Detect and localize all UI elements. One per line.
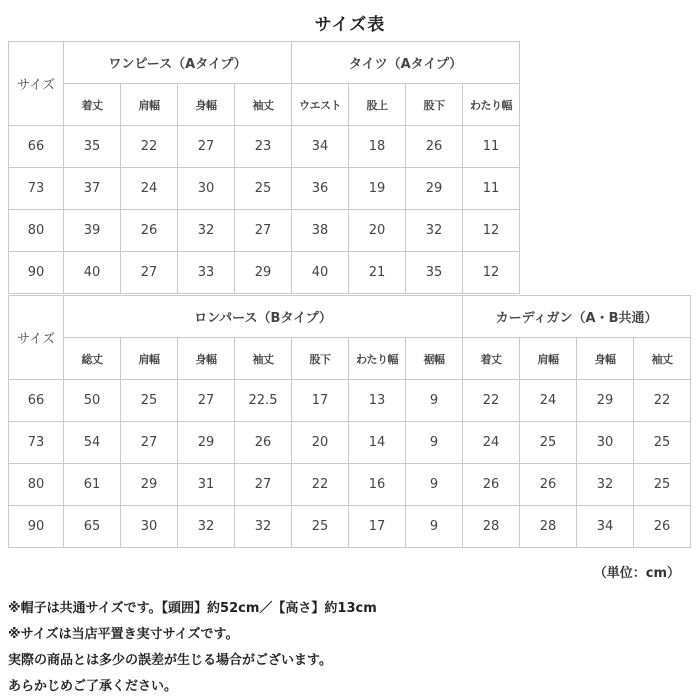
value-cell: 36 (292, 168, 349, 210)
value-cell: 17 (292, 380, 349, 422)
table-row (9, 380, 691, 422)
column-header: 裾幅 (406, 338, 463, 380)
value-cell: 61 (64, 464, 121, 506)
value-cell: 9 (406, 422, 463, 464)
unit-label: （単位：cm） (593, 566, 680, 581)
column-header-row (9, 84, 520, 126)
column-header: 着丈 (64, 84, 121, 126)
value-cell: 30 (121, 506, 178, 548)
note-measurement: ※サイズは当店平置き実寸サイズです。 (8, 627, 239, 642)
value-cell: 25 (292, 506, 349, 548)
value-cell: 27 (178, 126, 235, 168)
column-header: 股下 (406, 84, 463, 126)
size-cell: 90 (9, 252, 64, 294)
column-header: わたり幅 (463, 84, 520, 126)
value-cell: 14 (349, 422, 406, 464)
value-cell: 12 (463, 210, 520, 252)
value-cell: 9 (406, 506, 463, 548)
value-cell: 29 (235, 252, 292, 294)
group-header: カーディガン（A・B共通） (463, 296, 691, 338)
group-header: ロンパース（Bタイプ） (64, 296, 463, 338)
value-cell: 9 (406, 464, 463, 506)
value-cell: 22 (634, 380, 691, 422)
value-cell: 26 (406, 126, 463, 168)
column-header: ウエスト (292, 84, 349, 126)
value-cell: 32 (178, 506, 235, 548)
size-cell: 66 (9, 126, 64, 168)
group-header: ワンピース（Aタイプ） (64, 42, 292, 84)
table-row (9, 464, 691, 506)
size-header: サイズ (9, 296, 64, 380)
size-cell: 73 (9, 422, 64, 464)
value-cell: 26 (121, 210, 178, 252)
note-hat-size: ※帽子は共通サイズです。【頭囲】約52cm／【高さ】約13cm (8, 601, 377, 616)
page-title: サイズ表 (314, 15, 386, 35)
value-cell: 9 (406, 380, 463, 422)
table-row (9, 210, 520, 252)
value-cell: 19 (349, 168, 406, 210)
value-cell: 20 (292, 422, 349, 464)
column-header: 股下 (292, 338, 349, 380)
note-acknowledge: あらかじめご了承ください。 (8, 679, 178, 694)
size-cell: 80 (9, 464, 64, 506)
value-cell: 28 (520, 506, 577, 548)
size-cell: 73 (9, 168, 64, 210)
value-cell: 30 (577, 422, 634, 464)
value-cell: 27 (121, 252, 178, 294)
size-header: サイズ (9, 42, 64, 126)
value-cell: 12 (463, 252, 520, 294)
value-cell: 25 (520, 422, 577, 464)
value-cell: 29 (577, 380, 634, 422)
column-header: 総丈 (64, 338, 121, 380)
value-cell: 18 (349, 126, 406, 168)
size-cell: 66 (9, 380, 64, 422)
value-cell: 28 (463, 506, 520, 548)
value-cell: 13 (349, 380, 406, 422)
column-header: 着丈 (463, 338, 520, 380)
column-header: 肩幅 (121, 84, 178, 126)
value-cell: 54 (64, 422, 121, 464)
group-header: タイツ（Aタイプ） (292, 42, 520, 84)
value-cell: 16 (349, 464, 406, 506)
value-cell: 50 (64, 380, 121, 422)
size-table-rompers-cardigan (8, 295, 691, 548)
value-cell: 25 (121, 380, 178, 422)
value-cell: 27 (235, 464, 292, 506)
column-header: 袖丈 (235, 338, 292, 380)
value-cell: 40 (64, 252, 121, 294)
notes (8, 596, 377, 700)
value-cell: 27 (121, 422, 178, 464)
value-cell: 27 (178, 380, 235, 422)
value-cell: 35 (406, 252, 463, 294)
value-cell: 25 (634, 464, 691, 506)
value-cell: 29 (406, 168, 463, 210)
column-header: 肩幅 (121, 338, 178, 380)
value-cell: 22.5 (235, 380, 292, 422)
size-table-onepiece-tights (8, 41, 520, 294)
value-cell: 27 (235, 210, 292, 252)
table-row (9, 126, 520, 168)
value-cell: 37 (64, 168, 121, 210)
table-row (9, 168, 520, 210)
value-cell: 23 (235, 126, 292, 168)
value-cell: 32 (406, 210, 463, 252)
column-header: わたり幅 (349, 338, 406, 380)
value-cell: 39 (64, 210, 121, 252)
value-cell: 26 (235, 422, 292, 464)
table-row (9, 506, 691, 548)
column-header: 袖丈 (235, 84, 292, 126)
value-cell: 21 (349, 252, 406, 294)
value-cell: 30 (178, 168, 235, 210)
value-cell: 29 (121, 464, 178, 506)
value-cell: 31 (178, 464, 235, 506)
value-cell: 22 (463, 380, 520, 422)
value-cell: 22 (121, 126, 178, 168)
value-cell: 35 (64, 126, 121, 168)
value-cell: 17 (349, 506, 406, 548)
size-cell: 90 (9, 506, 64, 548)
note-tolerance: 実際の商品とは多少の誤差が生じる場合がございます。 (8, 653, 332, 668)
value-cell: 32 (235, 506, 292, 548)
value-cell: 26 (463, 464, 520, 506)
column-header-row (9, 338, 691, 380)
table-row (9, 422, 691, 464)
column-header: 身幅 (178, 84, 235, 126)
value-cell: 32 (178, 210, 235, 252)
group-header-row (9, 42, 520, 84)
group-header-row (9, 296, 691, 338)
size-cell: 80 (9, 210, 64, 252)
value-cell: 24 (463, 422, 520, 464)
value-cell: 11 (463, 126, 520, 168)
value-cell: 25 (235, 168, 292, 210)
column-header: 股上 (349, 84, 406, 126)
value-cell: 25 (634, 422, 691, 464)
column-header: 身幅 (577, 338, 634, 380)
value-cell: 40 (292, 252, 349, 294)
value-cell: 29 (178, 422, 235, 464)
value-cell: 34 (577, 506, 634, 548)
column-header: 袖丈 (634, 338, 691, 380)
value-cell: 34 (292, 126, 349, 168)
value-cell: 24 (121, 168, 178, 210)
value-cell: 65 (64, 506, 121, 548)
column-header: 身幅 (178, 338, 235, 380)
value-cell: 24 (520, 380, 577, 422)
value-cell: 20 (349, 210, 406, 252)
value-cell: 33 (178, 252, 235, 294)
value-cell: 22 (292, 464, 349, 506)
value-cell: 38 (292, 210, 349, 252)
value-cell: 26 (634, 506, 691, 548)
column-header: 肩幅 (520, 338, 577, 380)
value-cell: 26 (520, 464, 577, 506)
table-row (9, 252, 520, 294)
value-cell: 11 (463, 168, 520, 210)
value-cell: 32 (577, 464, 634, 506)
